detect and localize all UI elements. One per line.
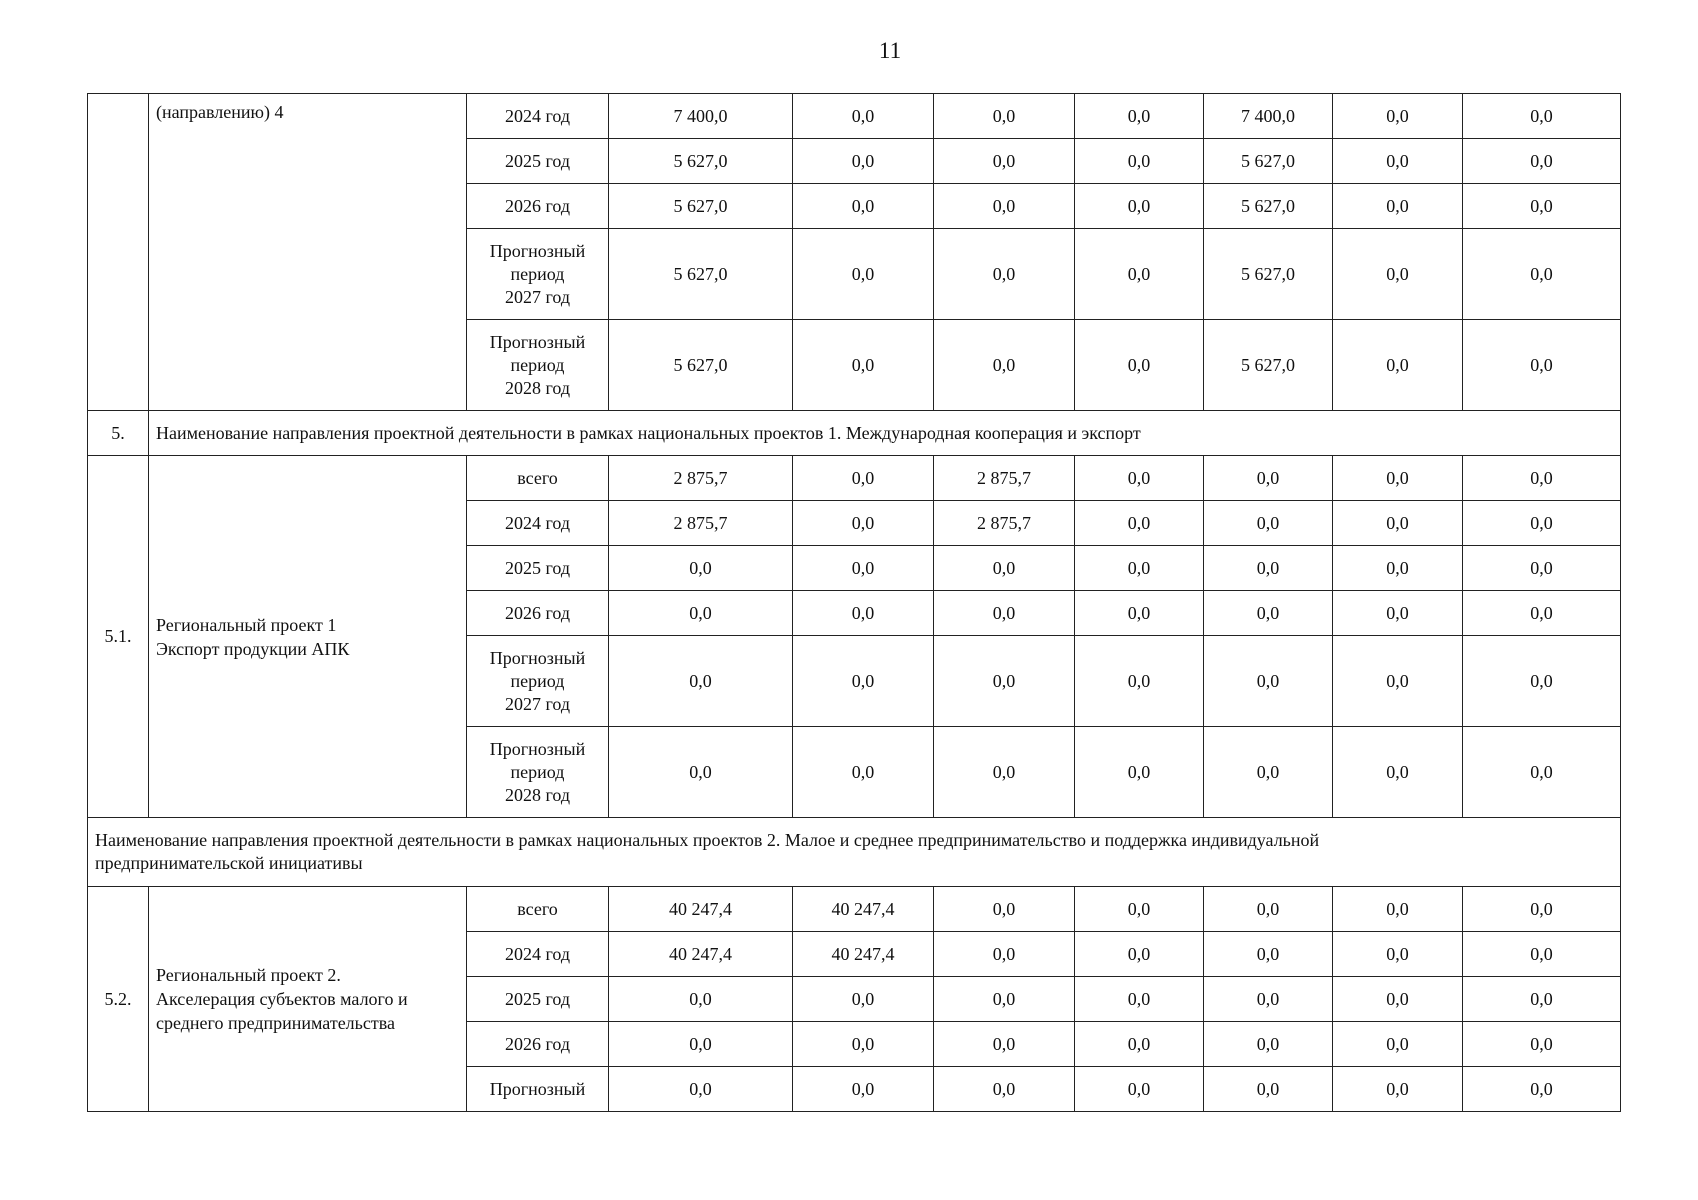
value-cell: 0,0 [793,229,934,320]
value-cell: 0,0 [1075,636,1204,727]
table-row [88,456,1621,501]
value-cell: 0,0 [934,727,1075,818]
value-cell: 0,0 [1333,932,1463,977]
value-cell: 0,0 [934,546,1075,591]
value-cell: 0,0 [1204,456,1333,501]
value-cell: 0,0 [1333,591,1463,636]
section-title-line: предпринимательской инициативы [95,853,363,873]
value-cell: 0,0 [1075,184,1204,229]
value-cell: 0,0 [793,1022,934,1067]
value-cell: 0,0 [793,184,934,229]
period-line: Прогнозный [489,240,586,261]
section-title: Наименование направления проектной деятельности в рамках национальных проектов 1. Международная кооперация и экспорт [149,411,1621,456]
project-name-line: Региональный проект 2. [156,965,341,985]
value-cell: 0,0 [609,546,793,591]
value-cell: 7 400,0 [609,94,793,139]
value-cell: 5 627,0 [609,229,793,320]
value-cell: 0,0 [609,1067,793,1112]
value-cell: 0,0 [1204,727,1333,818]
value-cell: 0,0 [1075,977,1204,1022]
value-cell: 0,0 [1075,501,1204,546]
period-cell: 2024 год [467,932,609,977]
period-cell: 2025 год [467,977,609,1022]
value-cell: 40 247,4 [793,887,934,932]
period-cell: всего [467,456,609,501]
value-cell: 0,0 [1463,1022,1621,1067]
value-cell: 0,0 [1333,977,1463,1022]
value-cell: 0,0 [1463,977,1621,1022]
value-cell: 0,0 [609,1022,793,1067]
value-cell: 0,0 [1463,184,1621,229]
value-cell: 5 627,0 [609,139,793,184]
period-line: Прогнозный [489,331,586,352]
value-cell: 0,0 [793,320,934,411]
value-cell: 0,0 [609,636,793,727]
value-cell: 0,0 [1463,456,1621,501]
section-title-line: Наименование направления проектной деятельности в рамках национальных проектов 2. Малое и среднее предпринимательство и поддержка индивидуальной [95,830,1320,850]
period-line: 2027 год [504,286,571,307]
value-cell: 0,0 [1333,546,1463,591]
project-name-cell [149,887,467,1112]
value-cell: 0,0 [934,94,1075,139]
period-line: период [510,670,565,691]
value-cell: 5 627,0 [1204,184,1333,229]
period-line: 2028 год [504,784,571,805]
value-cell: 0,0 [1075,932,1204,977]
value-cell: 5 627,0 [1204,139,1333,184]
table-row [88,94,1621,139]
section-title [88,818,1621,887]
period-cell: 2024 год [467,501,609,546]
value-cell: 0,0 [793,94,934,139]
value-cell: 0,0 [1333,1022,1463,1067]
value-cell: 0,0 [1204,636,1333,727]
value-cell: 0,0 [1333,501,1463,546]
value-cell: 0,0 [1333,727,1463,818]
section-heading-row [88,411,1621,456]
value-cell: 0,0 [1075,320,1204,411]
value-cell: 2 875,7 [609,501,793,546]
period-cell: 2026 год [467,591,609,636]
period-line: период [510,354,565,375]
value-cell: 0,0 [1333,1067,1463,1112]
value-cell: 0,0 [1204,887,1333,932]
period-cell: 2025 год [467,139,609,184]
value-cell: 0,0 [934,320,1075,411]
period-cell: всего [467,887,609,932]
period-cell [467,229,609,320]
value-cell: 0,0 [1075,94,1204,139]
section-heading-row [88,818,1621,887]
project-number: 5.2. [88,887,149,1112]
value-cell: 0,0 [1075,229,1204,320]
period-cell [467,320,609,411]
value-cell: 40 247,4 [609,887,793,932]
value-cell: 0,0 [1075,727,1204,818]
value-cell: 0,0 [1204,546,1333,591]
value-cell: 0,0 [1075,591,1204,636]
table-body [88,94,1621,1112]
value-cell: 0,0 [793,456,934,501]
value-cell: 0,0 [609,727,793,818]
program-name-cell: (направлению) 4 [149,94,467,411]
page-number: 11 [878,38,902,63]
value-cell: 0,0 [793,1067,934,1112]
period-cell [467,636,609,727]
value-cell: 5 627,0 [609,184,793,229]
value-cell: 0,0 [1075,456,1204,501]
value-cell: 0,0 [1333,320,1463,411]
value-cell: 0,0 [934,229,1075,320]
period-cell: 2025 год [467,546,609,591]
value-cell: 0,0 [1463,546,1621,591]
value-cell: 0,0 [1075,546,1204,591]
value-cell: 0,0 [793,591,934,636]
value-cell: 0,0 [934,139,1075,184]
value-cell: 0,0 [1333,139,1463,184]
period-line: Прогнозный [489,738,586,759]
value-cell: 0,0 [793,546,934,591]
value-cell: 0,0 [934,591,1075,636]
value-cell: 0,0 [1204,932,1333,977]
value-cell: 0,0 [1463,229,1621,320]
value-cell: 0,0 [1463,591,1621,636]
value-cell: 0,0 [1204,977,1333,1022]
value-cell: 0,0 [793,139,934,184]
value-cell: 0,0 [609,591,793,636]
value-cell: 0,0 [1333,887,1463,932]
project-name-line: Региональный проект 1 [156,614,337,635]
project-name-line: Экспорт продукции АПК [156,638,350,659]
value-cell: 0,0 [793,501,934,546]
period-line: Прогнозный [489,647,586,668]
value-cell: 0,0 [1333,456,1463,501]
value-cell: 0,0 [1463,636,1621,727]
value-cell: 0,0 [1075,887,1204,932]
value-cell: 0,0 [1204,591,1333,636]
value-cell: 0,0 [1075,1067,1204,1112]
value-cell: 0,0 [1204,1022,1333,1067]
value-cell: 0,0 [1204,501,1333,546]
period-line: период [510,263,565,284]
value-cell: 40 247,4 [793,932,934,977]
value-cell: 0,0 [793,977,934,1022]
period-cell [467,727,609,818]
period-cell: 2026 год [467,184,609,229]
value-cell: 40 247,4 [609,932,793,977]
value-cell: 0,0 [1075,139,1204,184]
period-cell: Прогнозный [467,1067,609,1112]
period-line: 2028 год [504,377,571,398]
value-cell: 0,0 [934,1022,1075,1067]
value-cell: 5 627,0 [609,320,793,411]
value-cell: 0,0 [1075,1022,1204,1067]
value-cell: 0,0 [1204,1067,1333,1112]
project-name-line: среднего предпринимательства [156,1013,395,1033]
value-cell: 0,0 [1463,139,1621,184]
period-line: 2027 год [504,693,571,714]
value-cell: 0,0 [934,184,1075,229]
value-cell: 0,0 [934,977,1075,1022]
number-cell [88,94,149,411]
value-cell: 0,0 [1463,727,1621,818]
value-cell: 0,0 [1333,229,1463,320]
value-cell: 0,0 [1333,636,1463,727]
period-cell: 2026 год [467,1022,609,1067]
budget-table [87,93,1621,1112]
value-cell: 2 875,7 [609,456,793,501]
value-cell: 0,0 [1463,1067,1621,1112]
value-cell: 0,0 [1463,320,1621,411]
project-number: 5.1. [88,456,149,818]
value-cell: 0,0 [934,1067,1075,1112]
value-cell: 7 400,0 [1204,94,1333,139]
value-cell: 2 875,7 [934,501,1075,546]
period-line: период [510,761,565,782]
value-cell: 2 875,7 [934,456,1075,501]
value-cell: 0,0 [1333,184,1463,229]
value-cell: 0,0 [934,887,1075,932]
value-cell: 0,0 [1463,932,1621,977]
value-cell: 0,0 [1463,94,1621,139]
value-cell: 0,0 [793,636,934,727]
value-cell: 0,0 [1463,501,1621,546]
value-cell: 5 627,0 [1204,320,1333,411]
value-cell: 0,0 [1333,94,1463,139]
period-cell: 2024 год [467,94,609,139]
value-cell: 0,0 [934,932,1075,977]
section-number: 5. [88,411,149,456]
project-name-line: Акселерация субъектов малого и [156,989,408,1009]
value-cell: 0,0 [1463,887,1621,932]
project-name-cell [149,456,467,818]
value-cell: 0,0 [934,636,1075,727]
value-cell: 0,0 [609,977,793,1022]
table-row [88,887,1621,932]
value-cell: 0,0 [793,727,934,818]
value-cell: 5 627,0 [1204,229,1333,320]
